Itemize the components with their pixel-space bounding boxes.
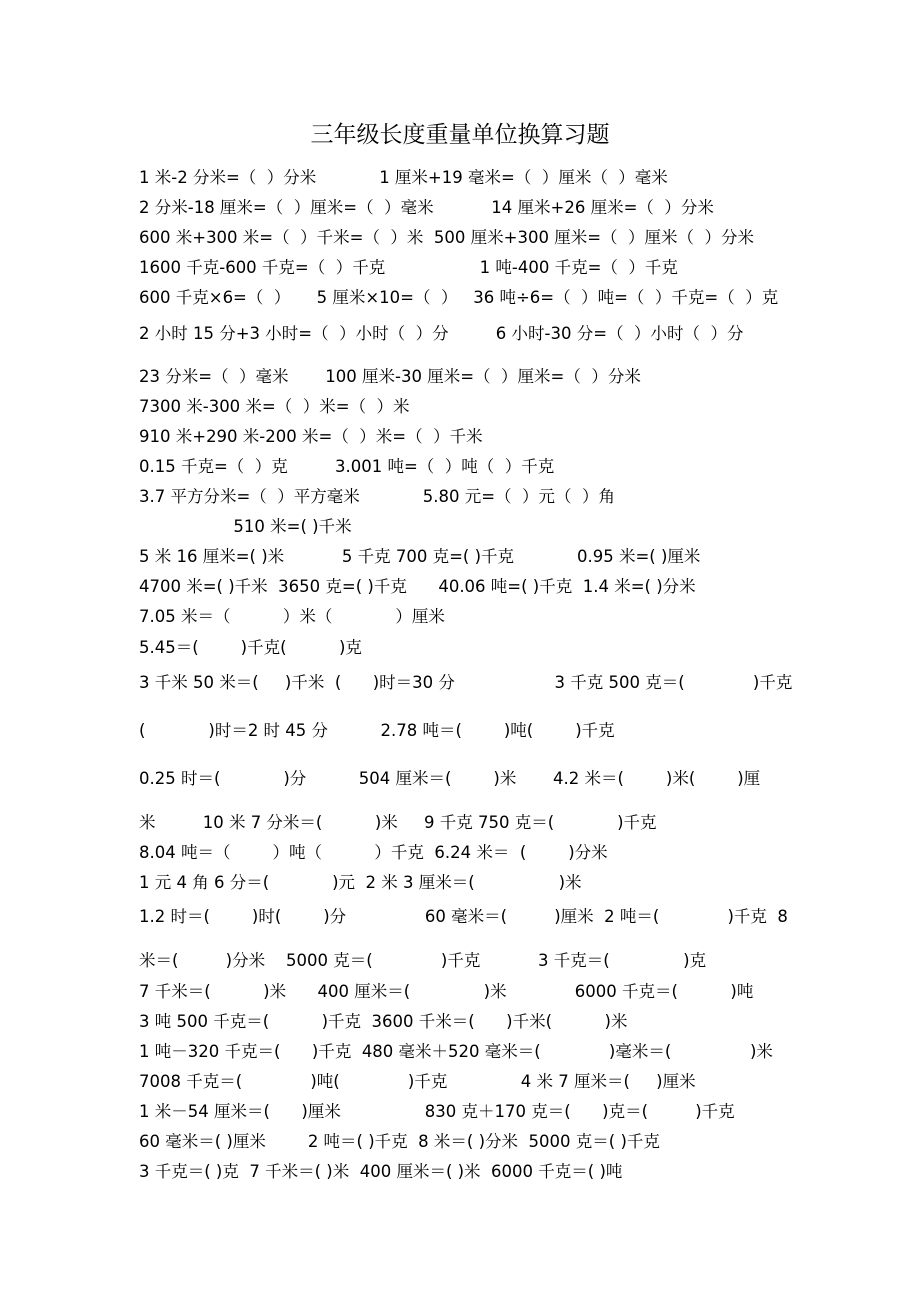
- exercise-line: 5.45＝( )千克( )克: [139, 638, 362, 657]
- exercise-line: 510 米=( )千米: [139, 517, 352, 536]
- exercise-line: 1 元 4 角 6 分＝( )元 2 米 3 厘米＝( )米: [139, 873, 582, 892]
- exercise-line: 23 分米=（ ）毫米 100 厘米-30 厘米=（ ）厘米=（ ）分米: [139, 367, 641, 386]
- exercise-line: 910 米+290 米-200 米=（ ）米=（ ）千米: [139, 427, 483, 446]
- exercise-line: 7.05 米＝（ ）米（ ）厘米: [139, 607, 445, 626]
- exercise-line: 0.15 千克=（ ）克 3.001 吨=（ ）吨（ ）千克: [139, 457, 555, 476]
- exercise-line: 1 米－54 厘米＝( )厘米 830 克＋170 克＝( )克＝( )千克: [139, 1102, 735, 1121]
- exercise-line: 7 千米＝( )米 400 厘米＝( )米 6000 千克＝( )吨: [139, 982, 754, 1001]
- exercise-line: 2 分米-18 厘米=（ ）厘米=（ ）毫米 14 厘米+26 厘米=（ ）分米: [139, 198, 714, 217]
- exercise-line: 7300 米-300 米=（ ）米=（ ）米: [139, 397, 410, 416]
- page-title: 三年级长度重量单位换算习题: [310, 122, 610, 148]
- exercise-line: 3.7 平方分米=（ ）平方毫米 5.80 元=（ ）元（ ）角: [139, 487, 616, 506]
- exercise-line: 1.2 时＝( )时( )分 60 毫米＝( )厘米 2 吨＝( )千克 8: [139, 907, 788, 926]
- exercise-line: 600 米+300 米=（ ）千米=（ ）米 500 厘米+300 厘米=（ ）厘米（ ）分米: [139, 228, 755, 247]
- exercise-line: 600 千克×6=（ ） 5 厘米×10=（ ） 36 吨÷6=（ ）吨=（ ）千克=（ ）克: [139, 288, 779, 307]
- exercise-line: 1 米-2 分米=（ ）分米 1 厘米+19 毫米=（ ）厘米（ ）毫米: [139, 168, 668, 187]
- exercise-line: 7008 千克＝( )吨( )千克 4 米 7 厘米＝( )厘米: [139, 1072, 696, 1091]
- exercise-line: 1600 千克-600 千克=（ ）千克 1 吨-400 千克=（ ）千克: [139, 258, 678, 277]
- exercise-line: 60 毫米＝( )厘米 2 吨＝( )千克 8 米＝( )分米 5000 克＝( )千克: [139, 1132, 660, 1151]
- exercise-line: 8.04 吨＝（ ）吨（ ）千克 6.24 米＝ ( )分米: [139, 843, 608, 862]
- exercise-line: 3 千米 50 米＝( )千米 ( )时＝30 分 3 千克 500 克＝( )千克: [139, 673, 793, 692]
- exercise-line: 2 小时 15 分+3 小时=（ ）小时（ ）分 6 小时-30 分=（ ）小时（ ）分: [139, 324, 744, 343]
- exercise-line: 3 千克＝( )克 7 千米＝( )米 400 厘米＝( )米 6000 千克＝( )吨: [139, 1162, 623, 1181]
- exercise-line: 1 吨－320 千克＝( )千克 480 毫米＋520 毫米＝( )毫米＝( )米: [139, 1042, 773, 1061]
- exercise-line: 0.25 时＝( )分 504 厘米＝( )米 4.2 米＝( )米( )厘: [139, 769, 761, 788]
- exercise-line: 3 吨 500 千克＝( )千克 3600 千米＝( )千米( )米: [139, 1012, 628, 1031]
- exercise-line: 米 10 米 7 分米＝( )米 9 千克 750 克＝( )千克: [139, 813, 657, 832]
- exercise-line: ( )时＝2 时 45 分 2.78 吨＝( )吨( )千克: [139, 721, 615, 740]
- exercise-line: 5 米 16 厘米=( )米 5 千克 700 克=( )千克 0.95 米=( )厘米: [139, 547, 701, 566]
- exercise-line: 4700 米=( )千米 3650 克=( )千克 40.06 吨=( )千克 1.4 米=( )分米: [139, 577, 696, 596]
- exercise-line: 米＝( )分米 5000 克＝( )千克 3 千克＝( )克: [139, 951, 707, 970]
